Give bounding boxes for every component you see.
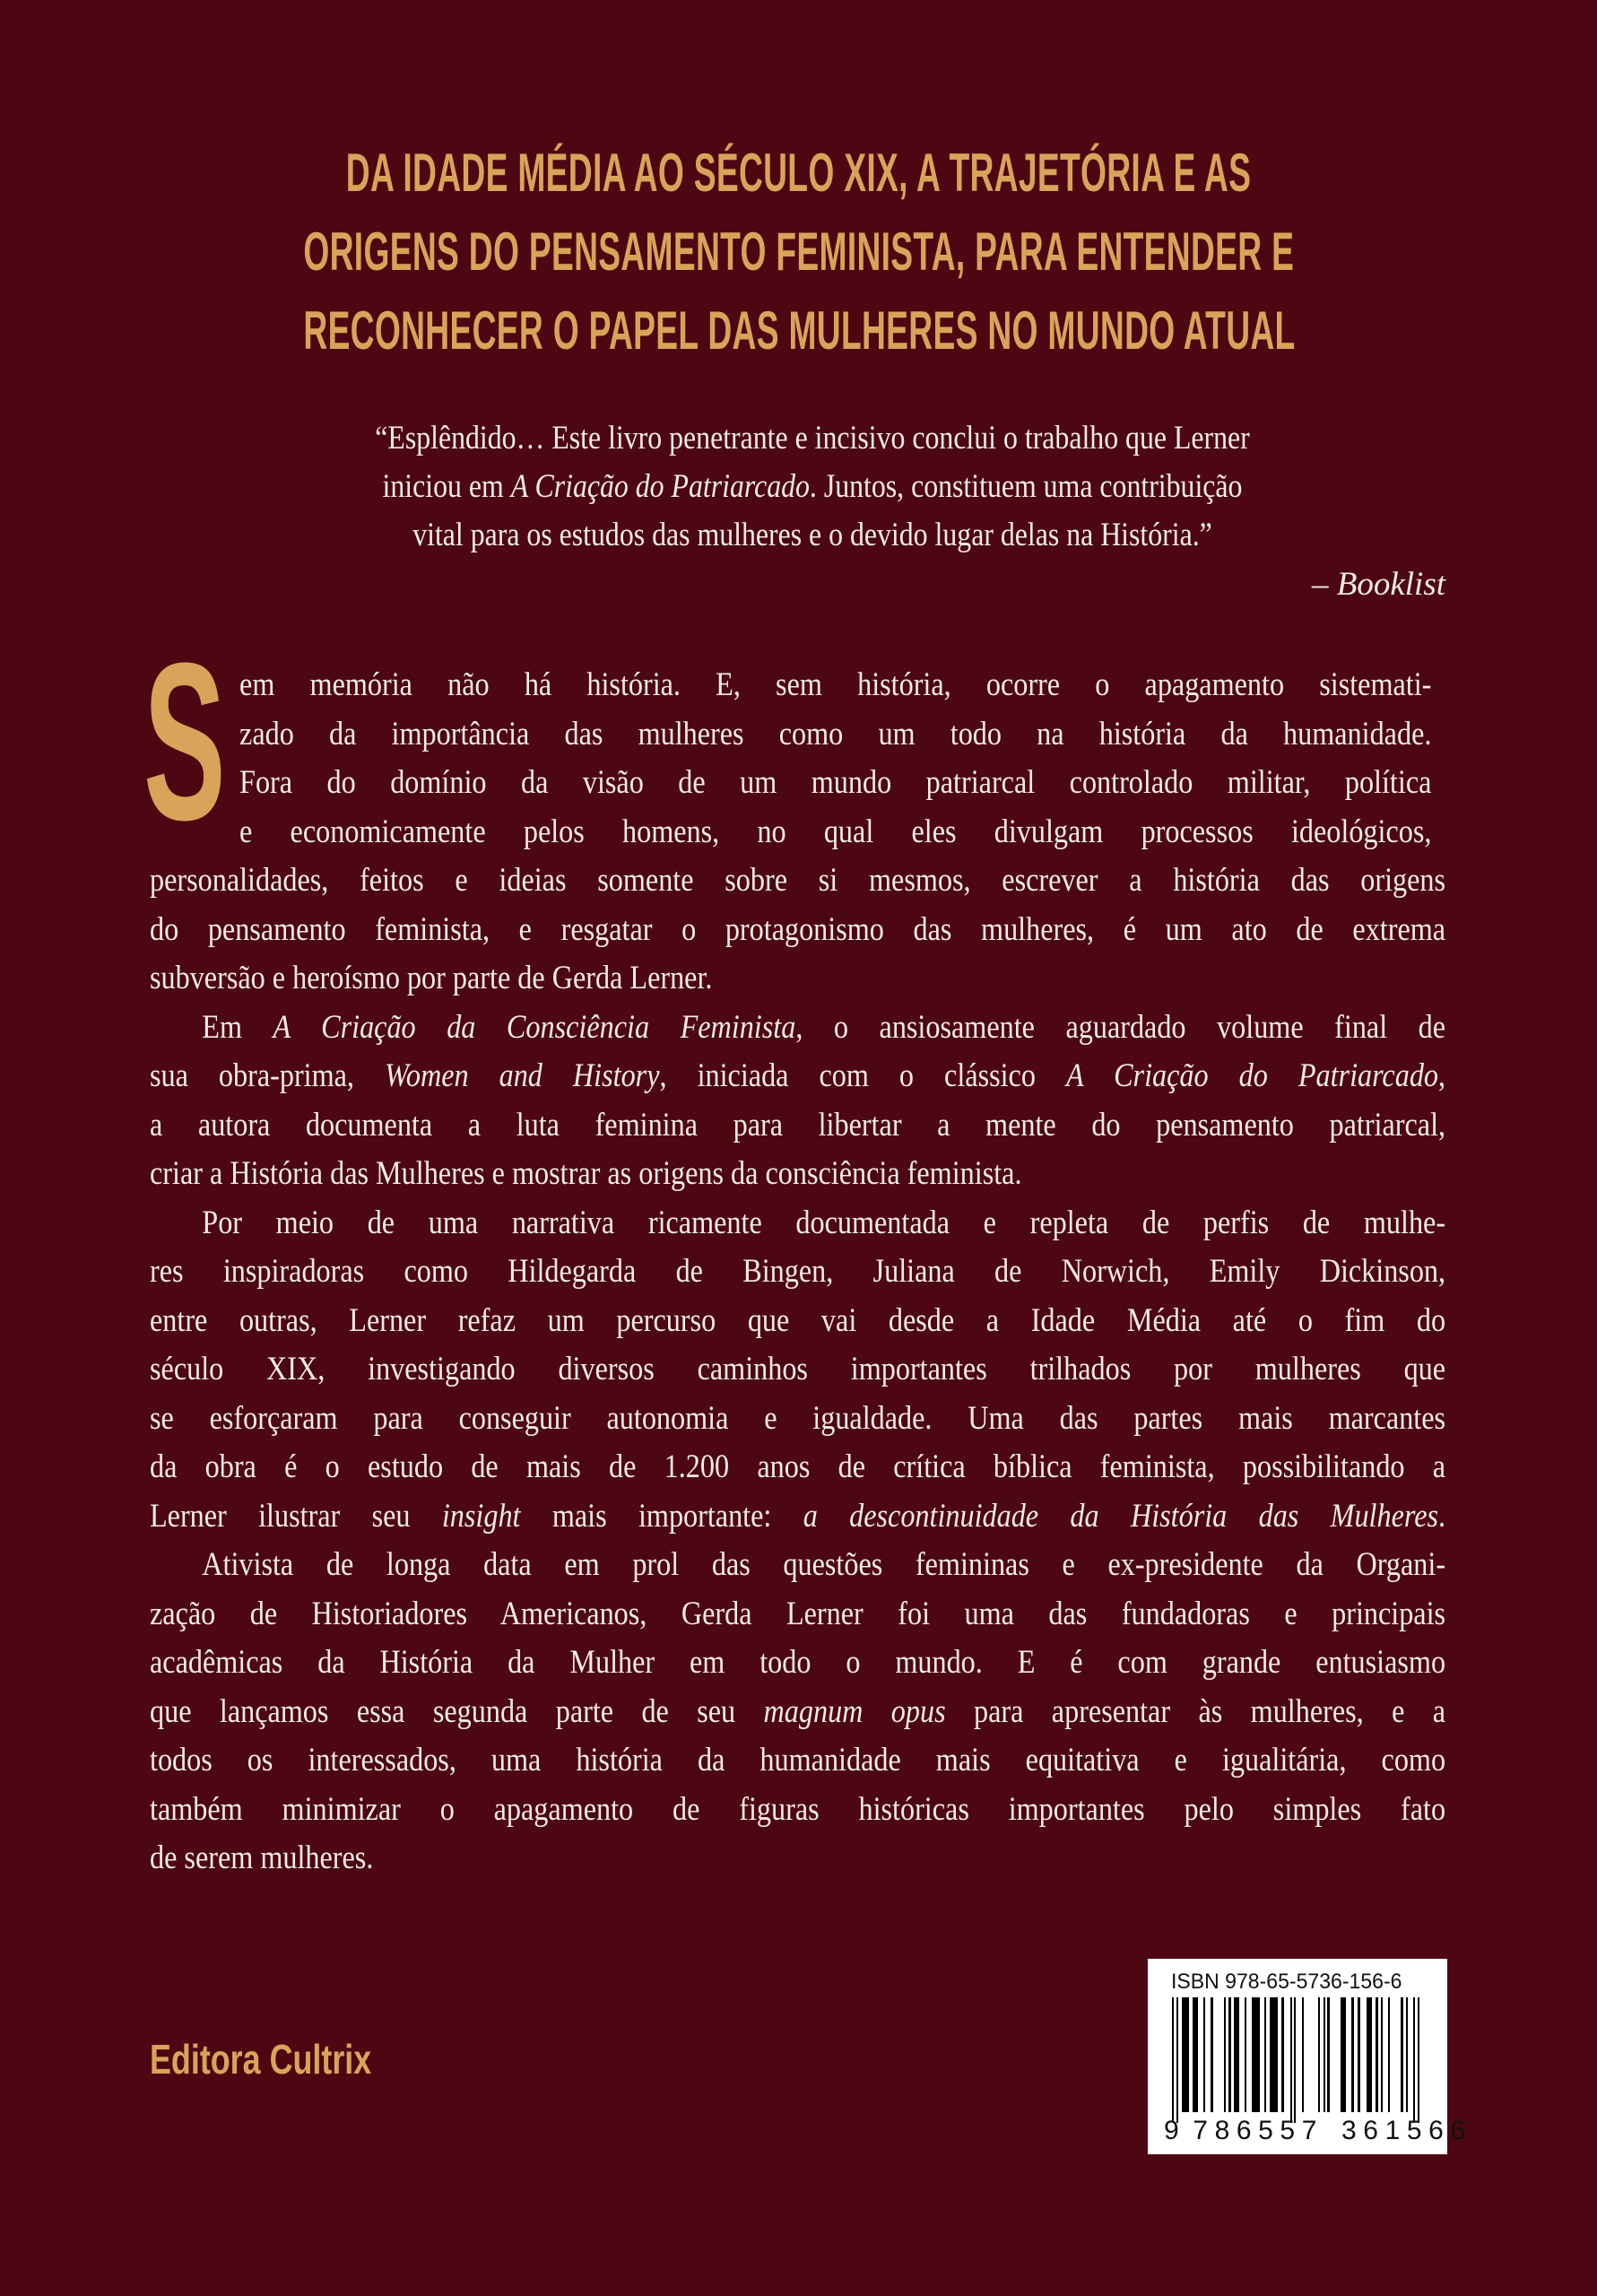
body-line: se esforçaram para conseguir autonomia e igualdade. Uma das partes mais marcantes: [150, 1399, 1446, 1437]
book-title: Women and History: [385, 1057, 660, 1094]
emphasis: insight: [441, 1497, 521, 1535]
quote-attribution: – Booklist: [1311, 566, 1445, 603]
book-title: A Criação do Patriarcado: [1065, 1057, 1439, 1094]
body-line: zação de Historiadores Americanos, Gerda Lerner foi uma das fundadoras e principais: [150, 1595, 1446, 1632]
body-text-run: que lançamos essa segunda parte de seu: [150, 1692, 764, 1730]
quote-line-2: [268, 463, 1357, 511]
book-title: A Criação da Consciência Feminista: [273, 1008, 796, 1046]
body-line: [150, 1004, 1445, 1053]
quote-text: iniciou em: [382, 468, 511, 505]
body-line: do pensamento feminista, e resgatar o protagonismo das mulheres, é um ato de extrema: [150, 910, 1446, 948]
headline-line-2: ORIGENS DO PENSAMENTO FEMINISTA, PARA ENTENDER E: [303, 222, 1295, 282]
body-line: [150, 1492, 1445, 1542]
quote-text: . Juntos, constituem uma contribuição: [809, 468, 1243, 505]
quote-line-1: “Esplêndido… Este livro penetrante e incisivo conclui o trabalho que Lerner: [375, 420, 1250, 457]
body-line: [150, 1688, 1445, 1737]
body-line: também minimizar o apagamento de figuras históricas importantes pelo simples fato: [150, 1790, 1446, 1828]
body-line: todos os interessados, uma história da humanidade mais equitativa e igualitária, como: [150, 1742, 1446, 1779]
body-line: século XIX, investigando diversos caminhos importantes trilhados por mulheres que: [150, 1351, 1446, 1387]
body-line: a autora documenta a luta feminina para libertar a mente do pensamento patriarcal,: [150, 1106, 1446, 1144]
barcode-icon: [1169, 1997, 1438, 2127]
publisher-name: Editora Cultrix: [150, 2036, 372, 2083]
isbn-digits-left: 786557: [1193, 2116, 1324, 2145]
body-line: de serem mulheres.: [150, 1839, 374, 1876]
body-text-run: mais importante:: [520, 1497, 803, 1535]
drop-cap: S: [143, 616, 226, 866]
isbn-digits-right: 361566: [1341, 2116, 1472, 2145]
quote-line-3: vital para os estudos das mulheres e o devido lugar delas na História.”: [412, 517, 1212, 553]
emphasis: a descontinuidade da História das Mulheres: [803, 1497, 1439, 1535]
body-line: da obra é o estudo de mais de 1.200 anos de crítica bíblica feminista, possibilitando a: [150, 1448, 1446, 1485]
body-line: criar a História das Mulheres e mostrar as origens da consciência feminista.: [150, 1155, 1022, 1192]
body-line: zado da importância das mulheres como um todo na história da humanidade.: [239, 715, 1432, 752]
body-text-run: Em: [202, 1008, 273, 1046]
isbn-label: ISBN 978-65-5736-156-6: [1171, 1970, 1402, 1994]
body-line: subversão e heroísmo por parte de Gerda Lerner.: [150, 960, 713, 996]
headline-line-1: DA IDADE MÉDIA AO SÉCULO XIX, A TRAJETÓRIA E AS: [345, 143, 1252, 203]
isbn-digit-first: 9: [1164, 2116, 1186, 2145]
body-line: em memória não há história. E, sem história, ocorre o apagamento sistemati-: [239, 666, 1432, 703]
body-line: e economicamente pelos homens, no qual eles divulgam processos ideológicos,: [239, 813, 1432, 850]
body-line: personalidades, feitos e ideias somente sobre si mesmos, escrever a história das origens: [150, 862, 1446, 899]
body-line: Fora do domínio da visão de um mundo patriarcal controlado militar, política: [239, 764, 1432, 801]
body-line: Por meio de uma narrativa ricamente documentada e repleta de perfis de mulhe-: [202, 1204, 1446, 1241]
body-text-run: Lerner ilustrar seu: [150, 1497, 442, 1535]
body-line: res inspiradoras como Hildegarda de Bingen, Juliana de Norwich, Emily Dickinson,: [150, 1253, 1446, 1290]
body-line: Ativista de longa data em prol das questões femininas e ex-presidente da Organi-: [202, 1546, 1446, 1583]
body-text-run: , o ansiosamente aguardado volume final de: [795, 1008, 1446, 1046]
body-line: entre outras, Lerner refaz um percurso que vai desde a Idade Média até o fim do: [150, 1301, 1446, 1339]
body-text-run: ,: [1438, 1057, 1446, 1094]
body-text-run: sua obra-prima,: [150, 1057, 386, 1094]
body-line: [150, 1052, 1445, 1101]
review-quote: [179, 414, 1445, 610]
body-text: [150, 661, 1445, 1883]
headline: [0, 144, 1597, 380]
body-line: acadêmicas da História da Mulher em todo o mundo. E é com grande entusiasmo: [150, 1644, 1446, 1681]
body-text-run: .: [1438, 1497, 1446, 1535]
isbn-digits: [1164, 2117, 1472, 2145]
body-text-run: para apresentar às mulheres, e a: [945, 1692, 1446, 1730]
body-text-run: , iniciada com o clássico: [659, 1057, 1066, 1094]
headline-line-3: RECONHECER O PAPEL DAS MULHERES NO MUNDO ATUAL: [303, 300, 1296, 361]
quote-book-title: A Criação do Patriarcado: [510, 468, 810, 505]
isbn-barcode: [1148, 1959, 1472, 2154]
emphasis: magnum opus: [763, 1692, 946, 1730]
